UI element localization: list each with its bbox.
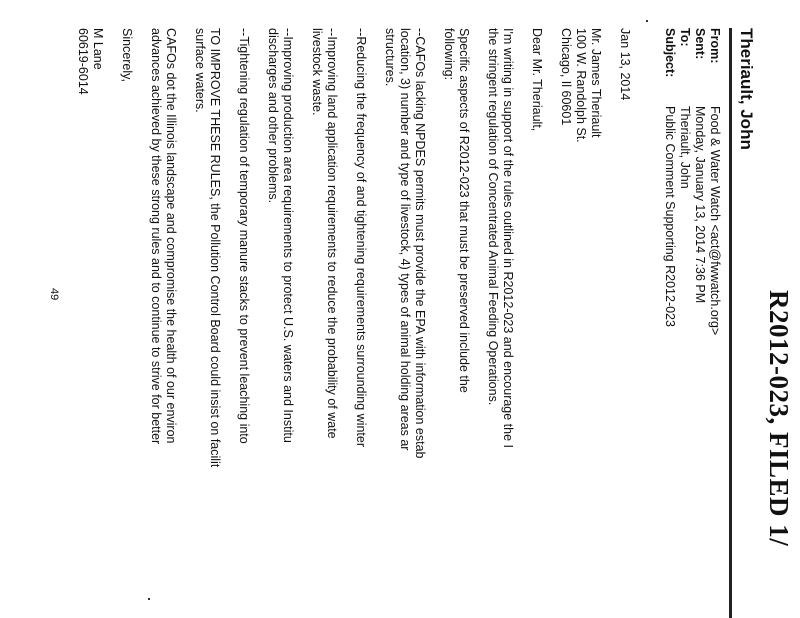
intro-paragraph: I'm writing in support of the rules outlined in R2012-023 and encourage the I the stringent regulation of Concentrated Animal Feeding Operations. bbox=[486, 28, 515, 449]
scan-speck bbox=[148, 598, 150, 600]
scan-speck bbox=[646, 20, 648, 22]
bullet-item: --CAFOs lacking NPDES permits must provide the EPA with information estab location, 3) number and type of livestock, 4) types of animal holding areas ar structures. bbox=[383, 28, 427, 459]
header-sent: Sent: Monday, January 13, 2014 7:36 PM bbox=[693, 28, 707, 304]
sender-name: Theriault, John bbox=[737, 28, 756, 150]
recipient-address: Mr. James Theriault 100 W. Randolph St. Chicago, Il 60601 bbox=[559, 28, 603, 143]
bullet-item: --Improving production area requirements to protect U.S. waters and Institu discharges and other problems. bbox=[266, 28, 295, 443]
salutation: Dear Mr. Theriault, bbox=[530, 28, 544, 132]
header-subject: Subject: Public Comment Supporting R2012-023 bbox=[663, 28, 677, 327]
header-divider bbox=[729, 28, 732, 618]
signer-name: M Lane bbox=[91, 28, 105, 70]
header-from: From: Food & Water Watch <act@fwwatch.org> bbox=[708, 28, 722, 336]
letter-date: Jan 13, 2014 bbox=[618, 28, 632, 101]
improve-paragraph: TO IMPROVE THESE RULES, the Pollution Control Board could insist on facilit surface waters. bbox=[193, 28, 222, 468]
signoff: Sincerely, bbox=[120, 28, 134, 82]
filing-stamp: R2012-023, FILED 1/ bbox=[764, 290, 794, 547]
signer-zip: 60619-6014 bbox=[76, 28, 90, 95]
email-header bbox=[662, 28, 722, 335]
header-to: To: Theriault, John bbox=[678, 28, 692, 189]
closing-paragraph: CAFOs dot the Illinois landscape and compromise the health of our environ advances achieved by these strong rules and to continue to strive for better bbox=[149, 28, 178, 445]
letter-body bbox=[61, 28, 632, 618]
page-number: 49 bbox=[48, 288, 60, 301]
bullet-item: --Reducing the frequency of and tightening requirements surrounding winter bbox=[354, 28, 368, 447]
bullet-item: --Improving land application requirements to reduce the probability of wate livestock waste. bbox=[310, 28, 339, 439]
aspects-heading: Specific aspects of R2012-023 that must be preserved include the following: bbox=[442, 28, 471, 393]
bullet-item: --Tightening regulation of temporary manure stacks to prevent leaching into bbox=[237, 28, 251, 444]
